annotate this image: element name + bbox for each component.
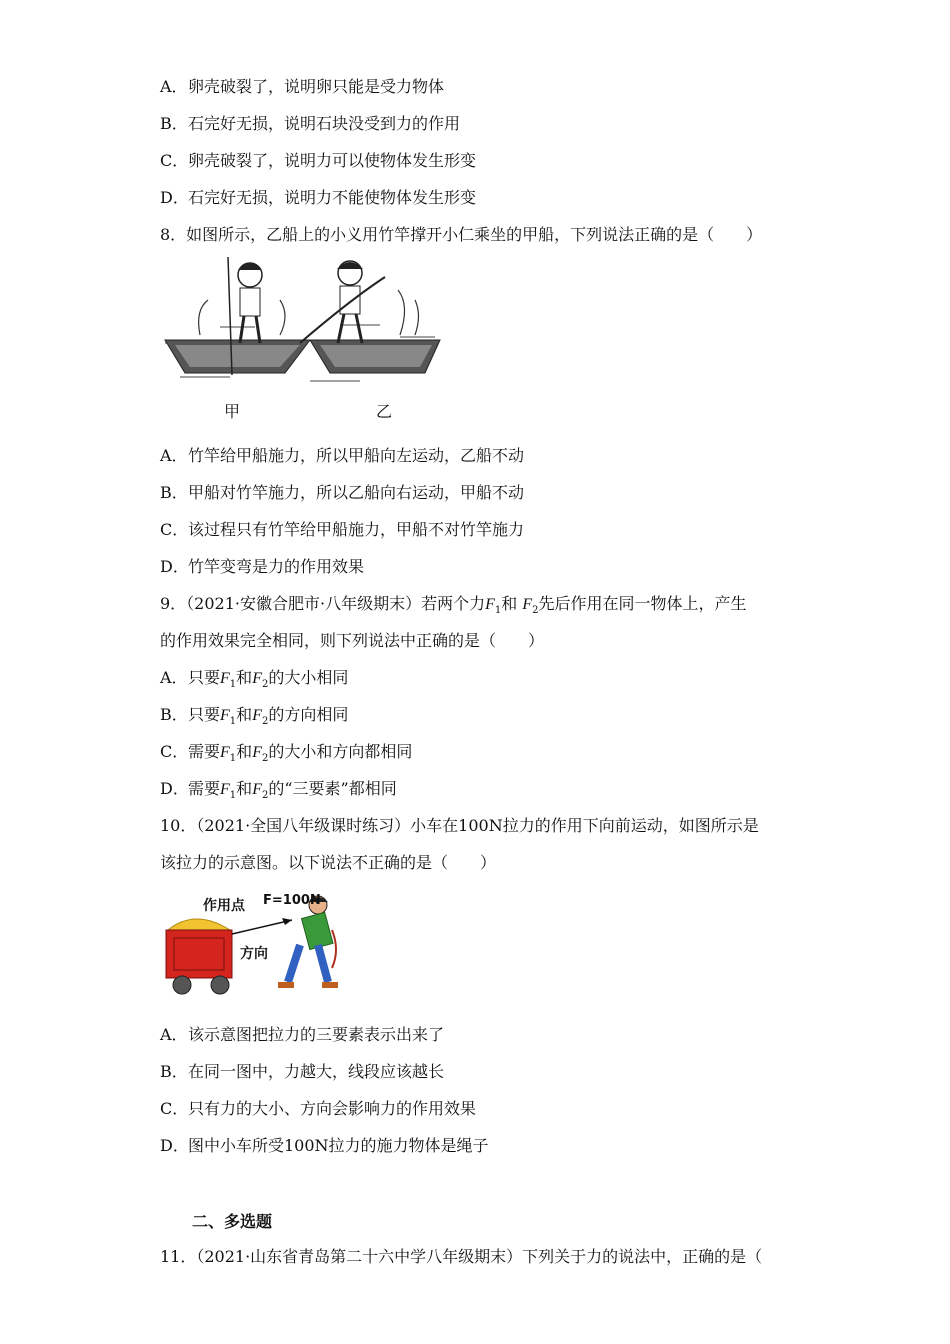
q8-option-c: C．该过程只有竹竿给甲船施力，甲船不对竹竿施力 xyxy=(160,520,525,539)
fig-label-force: F=100N xyxy=(263,893,321,908)
fig-label-yi: 乙 xyxy=(376,402,393,421)
q9-option-b: B．只要$F_1$和$F_2$的方向相同 xyxy=(160,705,349,728)
boats-figure xyxy=(160,255,445,390)
q10-option-b: B．在同一图中，力越大，线段应该越长 xyxy=(160,1062,445,1081)
q9-stem-line1: 9．（2021·安徽合肥市·八年级期末）若两个力$F_1$和 $F_2$先后作用在同一物体上，产生 xyxy=(160,594,747,617)
q10-stem-line2: 该拉力的示意图。以下说法不正确的是（ ） xyxy=(160,853,497,872)
q11-stem: 11．（2021·山东省青岛第二十六中学八年级期末）下列关于力的说法中，正确的是（ xyxy=(160,1247,763,1266)
q9-option-a: A．只要$F_1$和$F_2$的大小相同 xyxy=(160,668,349,691)
fig-label-point: 作用点 xyxy=(203,898,245,914)
q10-stem-line1: 10．（2021·全国八年级课时练习）小车在100N拉力的作用下向前运动，如图所示是 xyxy=(160,816,759,835)
q10-option-a: A．该示意图把拉力的三要素表示出来了 xyxy=(160,1025,445,1044)
q8-option-a: A．竹竿给甲船施力，所以甲船向左运动，乙船不动 xyxy=(160,446,525,465)
fig-label-jia: 甲 xyxy=(224,402,241,421)
q10-option-c: C．只有力的大小、方向会影响力的作用效果 xyxy=(160,1099,477,1118)
fig-label-direction: 方向 xyxy=(240,946,268,962)
q7-option-c: C．卵壳破裂了，说明力可以使物体发生形变 xyxy=(160,151,477,170)
q7-option-a: A．卵壳破裂了，说明卵只能是受力物体 xyxy=(160,77,445,96)
q8-stem: 8．如图所示，乙船上的小义用竹竿撑开小仁乘坐的甲船，下列说法正确的是（ ） xyxy=(160,225,763,244)
q9-option-d: D．需要$F_1$和$F_2$的“三要素”都相同 xyxy=(160,779,397,802)
q8-option-b: B．甲船对竹竿施力，所以乙船向右运动，甲船不动 xyxy=(160,483,525,502)
q10-option-d: D．图中小车所受100N拉力的施力物体是绳子 xyxy=(160,1136,489,1155)
q7-option-b: B．石完好无损，说明石块没受到力的作用 xyxy=(160,114,461,133)
section-heading: 二、多选题 xyxy=(192,1212,273,1231)
q8-option-d: D．竹竿变弯是力的作用效果 xyxy=(160,557,365,576)
q7-option-d: D．石完好无损，说明力不能使物体发生形变 xyxy=(160,188,477,207)
q9-stem-line2: 的作用效果完全相同，则下列说法中正确的是（ ） xyxy=(160,631,545,650)
q9-option-c: C．需要$F_1$和$F_2$的大小和方向都相同 xyxy=(160,742,413,765)
